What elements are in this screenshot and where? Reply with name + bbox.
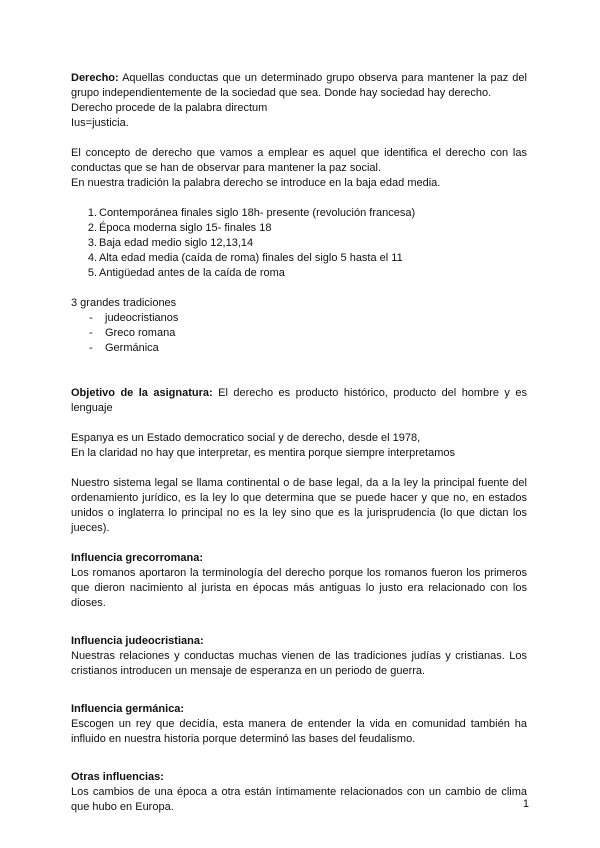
influence-title: Influencia grecorromana:	[71, 552, 204, 564]
list-item	[71, 236, 527, 251]
traditions-list	[71, 311, 527, 356]
list-item	[71, 326, 527, 341]
list-item	[71, 221, 527, 236]
list-item-text: Antigüedad antes de la caída de roma	[99, 267, 285, 279]
list-item-text: Germánica	[105, 342, 159, 354]
list-number: 4 .	[87, 251, 97, 266]
list-item-text: Alta edad media (caída de roma) finales del siglo 5 hasta el 11	[99, 252, 403, 264]
sistema-legal-paragraph: Nuestro sistema legal se llama continental o de base legal, da a la ley la principal fuente del ordenamiento jurídico, es la ley lo que determina que se puede hacer y que no, en estados unidos o inglaterra lo principal no es la ley sino que es la jurisprudencia (lo que dictan los jueces).	[71, 477, 527, 534]
list-item	[71, 311, 527, 326]
list-number: 1 .	[87, 206, 97, 221]
influence-heading	[71, 702, 527, 717]
ius-justicia: Ius=justicia.	[71, 117, 129, 129]
list-item-text: judeocristianos	[105, 312, 179, 324]
dash-bullet: -	[89, 312, 93, 324]
periods-list	[71, 206, 527, 281]
list-item-text: Época moderna siglo 15- finales 18	[99, 222, 272, 234]
derecho-origin: Derecho procede de la palabra directum	[71, 102, 268, 114]
traditions-title: 3 grandes tradiciones	[71, 297, 177, 309]
page-number: 1	[522, 798, 529, 810]
derecho-label: Derecho:	[71, 72, 119, 84]
list-item	[71, 266, 527, 281]
objetivo-label: Objetivo de la asignatura:	[71, 387, 213, 399]
objetivo-text: El derecho es producto histórico, producto del hombre y es lenguaje	[71, 387, 527, 414]
list-item	[71, 341, 527, 356]
dash-bullet: -	[89, 327, 93, 339]
claridad-line: En la claridad no hay que interpretar, es mentira porque siempre interpretamos	[71, 447, 455, 459]
influence-title: Influencia judeocristiana:	[71, 635, 204, 647]
list-item	[71, 206, 527, 221]
document-page	[71, 71, 527, 815]
derecho-text: Aquellas conductas que un determinado grupo observa para mantener la paz del grupo independientemente de la sociedad que sea. Donde hay sociedad hay derecho.	[71, 72, 527, 99]
concepto-paragraph: El concepto de derecho que vamos a emplear es aquel que identifica el derecho con las conductas que se han de observar para mantener la paz social.	[71, 147, 527, 174]
list-item-text: Greco romana	[105, 327, 176, 339]
list-number: 3 .	[87, 236, 97, 251]
tradicion-paragraph: En nuestra tradición la palabra derecho se introduce en la baja edad media.	[71, 177, 441, 189]
espanya-line: Espanya es un Estado democratico social y de derecho, desde el 1978,	[71, 432, 421, 444]
derecho-definition	[71, 71, 527, 101]
list-item-text: Contemporánea finales siglo 18h- presente (revolución francesa)	[99, 207, 416, 219]
list-number: 2 .	[87, 221, 97, 236]
influence-text: Nuestras relaciones y conductas muchas vienen de las tradiciones judías y cristianas. Los cristianos introducen un mensaje de esperanza en un periodo de guerra.	[71, 650, 527, 677]
influence-text: Los romanos aportaron la terminología del derecho porque los romanos fueron los primeros que dieron nacimiento al jurista en épocas más antiguas lo justo era relacionado con los dioses.	[71, 567, 527, 609]
influence-heading	[71, 770, 527, 785]
objetivo-paragraph	[71, 386, 527, 416]
influence-heading	[71, 551, 527, 566]
influence-title: Influencia germánica:	[71, 703, 185, 715]
influence-text: Los cambios de una época a otra están íntimamente relacionados con un cambio de clima que hubo en Europa.	[71, 786, 527, 813]
list-number: 5 .	[87, 266, 97, 281]
dash-bullet: -	[89, 342, 93, 354]
influence-text: Escogen un rey que decidía, esta manera de entender la vida en comunidad también ha influido en nuestra historia porque determinó las bases del feudalismo.	[71, 718, 527, 745]
list-item-text: Baja edad medio siglo 12,13,14	[99, 237, 254, 249]
list-item	[71, 251, 527, 266]
influence-title: Otras influencias:	[71, 771, 164, 783]
influence-heading	[71, 634, 527, 649]
